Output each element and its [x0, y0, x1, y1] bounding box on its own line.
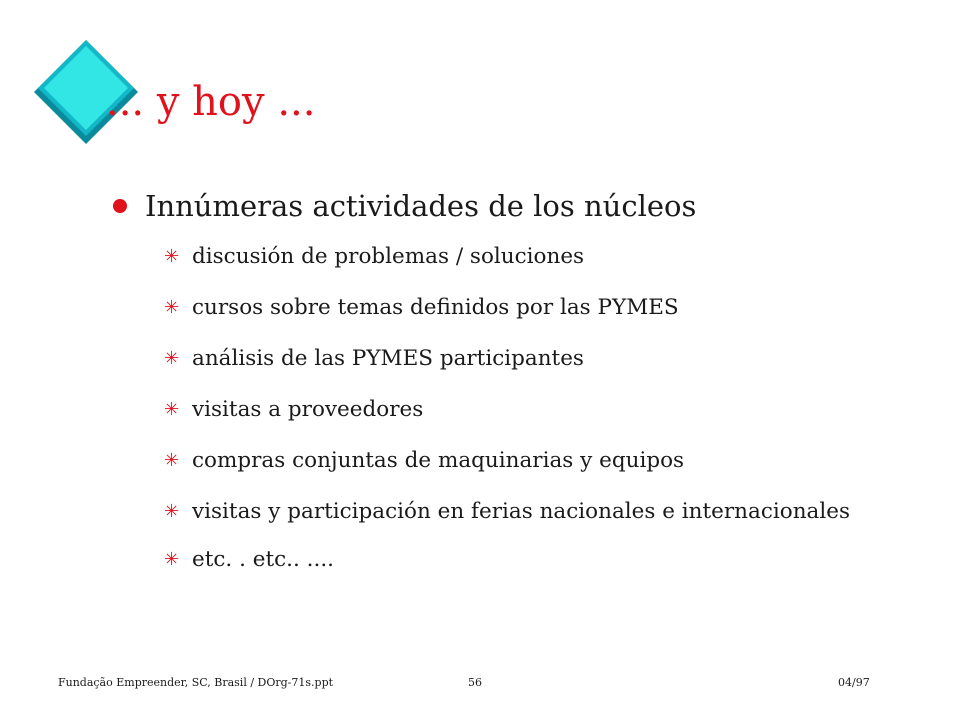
sub-bullet-item: [164, 292, 924, 324]
sub-bullet-item: [164, 241, 924, 273]
slide-title: ... y hoy ...: [106, 79, 316, 125]
sub-bullet-text: compras conjuntas de maquinarias y equipos: [192, 448, 685, 473]
asterisk-icon: ✳: [164, 297, 180, 318]
footer-source: Fundação Empreender, SC, Brasil / DOrg-71s.ppt: [58, 676, 334, 689]
sub-bullet-text: etc. . etc.. ....: [192, 547, 334, 572]
sub-bullet-text: discusión de problemas / soluciones: [192, 244, 585, 269]
main-bullet-text: Innúmeras actividades de los núcleos: [145, 189, 697, 223]
main-bullet: [113, 186, 696, 226]
sub-bullet-list: [164, 241, 924, 576]
footer-date: 04/97: [838, 676, 870, 689]
asterisk-icon: ✳: [164, 348, 180, 369]
sub-bullet-text: análisis de las PYMES participantes: [192, 346, 584, 371]
sub-bullet-text: visitas a proveedores: [192, 397, 424, 422]
asterisk-icon: ✳: [164, 501, 180, 522]
sub-bullet-item: [164, 544, 924, 576]
sub-bullet-item: [164, 445, 924, 477]
sub-bullet-item: [164, 496, 924, 528]
asterisk-icon: ✳: [164, 549, 180, 570]
asterisk-icon: ✳: [164, 246, 180, 267]
asterisk-icon: ✳: [164, 399, 180, 420]
sub-bullet-text: visitas y participación en ferias nacionales e internacionales: [192, 499, 850, 524]
sub-bullet-item: [164, 394, 924, 426]
footer-page-number: 56: [468, 676, 482, 689]
sub-bullet-text: cursos sobre temas definidos por las PYMES: [192, 295, 679, 320]
sub-bullet-item: [164, 343, 924, 375]
asterisk-icon: ✳: [164, 450, 180, 471]
bullet-dot-icon: [113, 199, 127, 213]
